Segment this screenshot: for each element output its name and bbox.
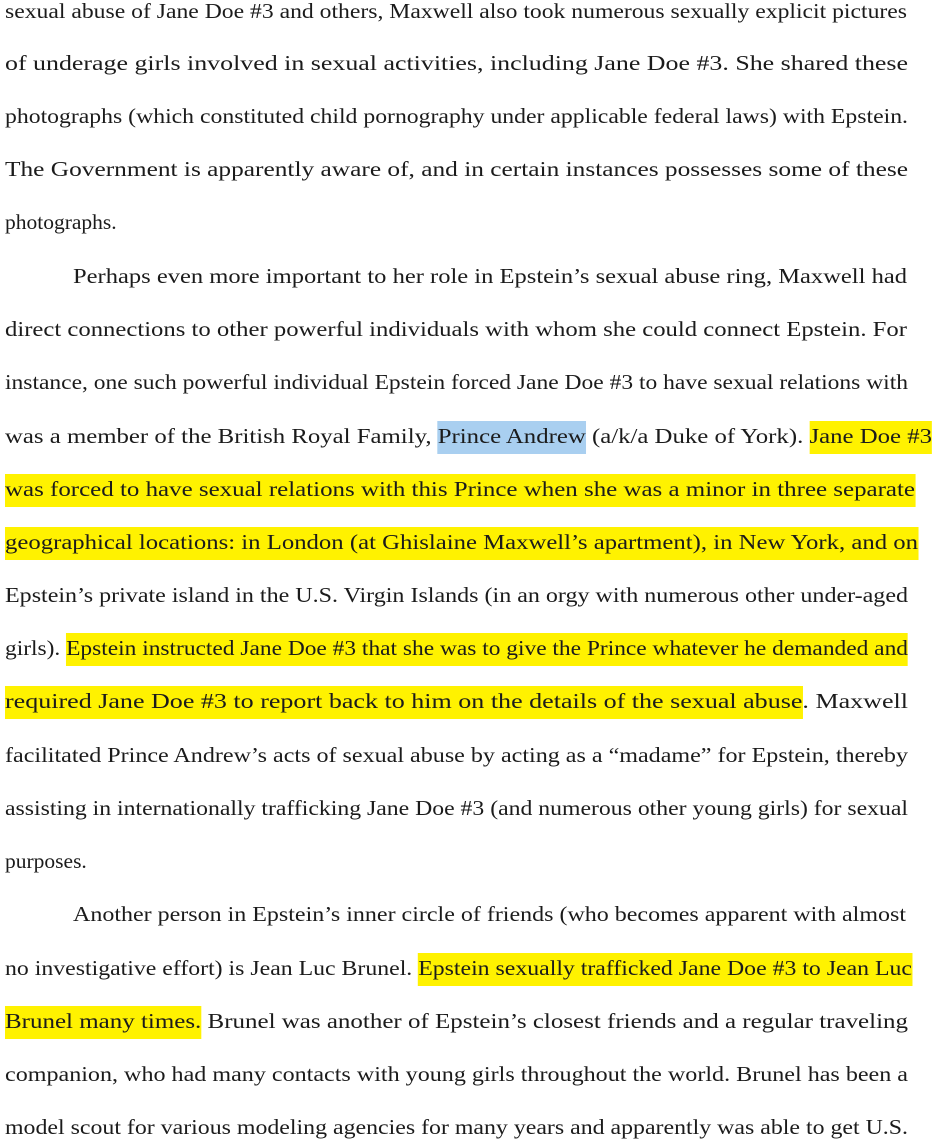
line-text [5, 43, 908, 83]
text-segment: no investigative effort) is Jean Luc Brunel. [5, 956, 419, 980]
highlighted-text: Jane Doe #3 [809, 421, 932, 454]
line-text [5, 96, 908, 136]
text-line [0, 256, 950, 296]
highlighted-text: Epstein instructed Jane Doe #3 that she was to give the Prince whatever he demanded and [66, 633, 908, 666]
selected-text: Prince Andrew [438, 421, 586, 454]
text-line [0, 43, 950, 83]
line-text [5, 1107, 908, 1144]
highlighted-text: was forced to have sexual relations with this Prince when she was a minor in three separate [5, 474, 915, 507]
line-text [5, 522, 918, 562]
text-segment: model scout for various modeling agencies for many years and apparently was able to get U.S. [5, 1115, 908, 1139]
line-text [5, 309, 907, 349]
line-text [5, 628, 908, 668]
text-segment: photographs (which constituted child pornography under applicable federal laws) with Epstein. [5, 104, 908, 128]
text-line [0, 788, 950, 828]
text-line [0, 522, 950, 562]
text-segment: facilitated Prince Andrew’s acts of sexual abuse by acting as a “madame” for Epstein, thereby [5, 743, 908, 767]
line-text [5, 841, 87, 881]
text-line [0, 948, 950, 988]
highlighted-text: required Jane Doe #3 to report back to him on the details of the sexual abuse [5, 686, 802, 719]
text-line [0, 202, 950, 242]
text-segment: purposes. [5, 849, 87, 873]
text-line [0, 469, 950, 509]
text-line [0, 149, 950, 189]
text-line [0, 416, 950, 456]
text-line [0, 1001, 950, 1041]
text-segment: sexual abuse of Jane Doe #3 and others, Maxwell also took numerous sexually explicit pictures [5, 0, 907, 23]
line-text [5, 948, 912, 988]
text-line [0, 309, 950, 349]
text-segment: direct connections to other powerful individuals with whom she could connect Epstein. For [5, 317, 907, 341]
text-segment: instance, one such powerful individual Epstein forced Jane Doe #3 to have sexual relations with [5, 370, 908, 394]
text-line [0, 362, 950, 402]
line-text [5, 1001, 908, 1041]
text-segment: Perhaps even more important to her role in Epstein’s sexual abuse ring, Maxwell had [73, 264, 907, 288]
text-segment: (a/k/a Duke of York). [585, 424, 810, 448]
text-line [0, 1107, 950, 1144]
highlighted-text: geographical locations: in London (at Ghislaine Maxwell’s apartment), in New York, and on [5, 527, 918, 560]
text-line [0, 735, 950, 775]
text-line [0, 575, 950, 615]
line-text [5, 149, 908, 189]
line-text [5, 681, 908, 721]
text-line [0, 1054, 950, 1094]
text-segment: of underage girls involved in sexual activities, including Jane Doe #3. She shared these [5, 51, 908, 75]
line-text [5, 0, 907, 31]
text-segment: was a member of the British Royal Family, [5, 424, 438, 448]
text-line [0, 841, 950, 881]
line-text [5, 1054, 908, 1094]
text-segment: assisting in internationally trafficking Jane Doe #3 (and numerous other young girls) for sexual [5, 796, 908, 820]
text-segment: Brunel was another of Epstein’s closest friends and a regular traveling [201, 1009, 909, 1033]
text-segment: girls). [5, 636, 67, 660]
line-text [5, 202, 117, 242]
line-text [5, 469, 915, 509]
text-line [0, 0, 950, 31]
text-segment: photographs. [5, 210, 117, 234]
highlighted-text: Brunel many times. [5, 1006, 201, 1039]
line-text [5, 416, 932, 456]
text-segment: companion, who had many contacts with young girls throughout the world. Brunel has been a [5, 1062, 908, 1086]
text-segment: Epstein’s private island in the U.S. Virgin Islands (in an orgy with numerous other under-aged [5, 583, 909, 607]
line-text [5, 362, 908, 402]
line-text [5, 575, 908, 615]
text-line [0, 96, 950, 136]
line-text [5, 735, 908, 775]
text-line [0, 894, 950, 934]
highlighted-text: Epstein sexually trafficked Jane Doe #3 to Jean Luc [418, 953, 912, 986]
line-text [5, 788, 908, 828]
text-line [0, 681, 950, 721]
text-segment: Another person in Epstein’s inner circle of friends (who becomes apparent with almost [73, 902, 906, 926]
text-segment: The Government is apparently aware of, and in certain instances possesses some of these [5, 157, 909, 181]
text-line [0, 628, 950, 668]
line-text [73, 256, 907, 296]
text-segment: . Maxwell [802, 689, 908, 713]
line-text [73, 894, 906, 934]
